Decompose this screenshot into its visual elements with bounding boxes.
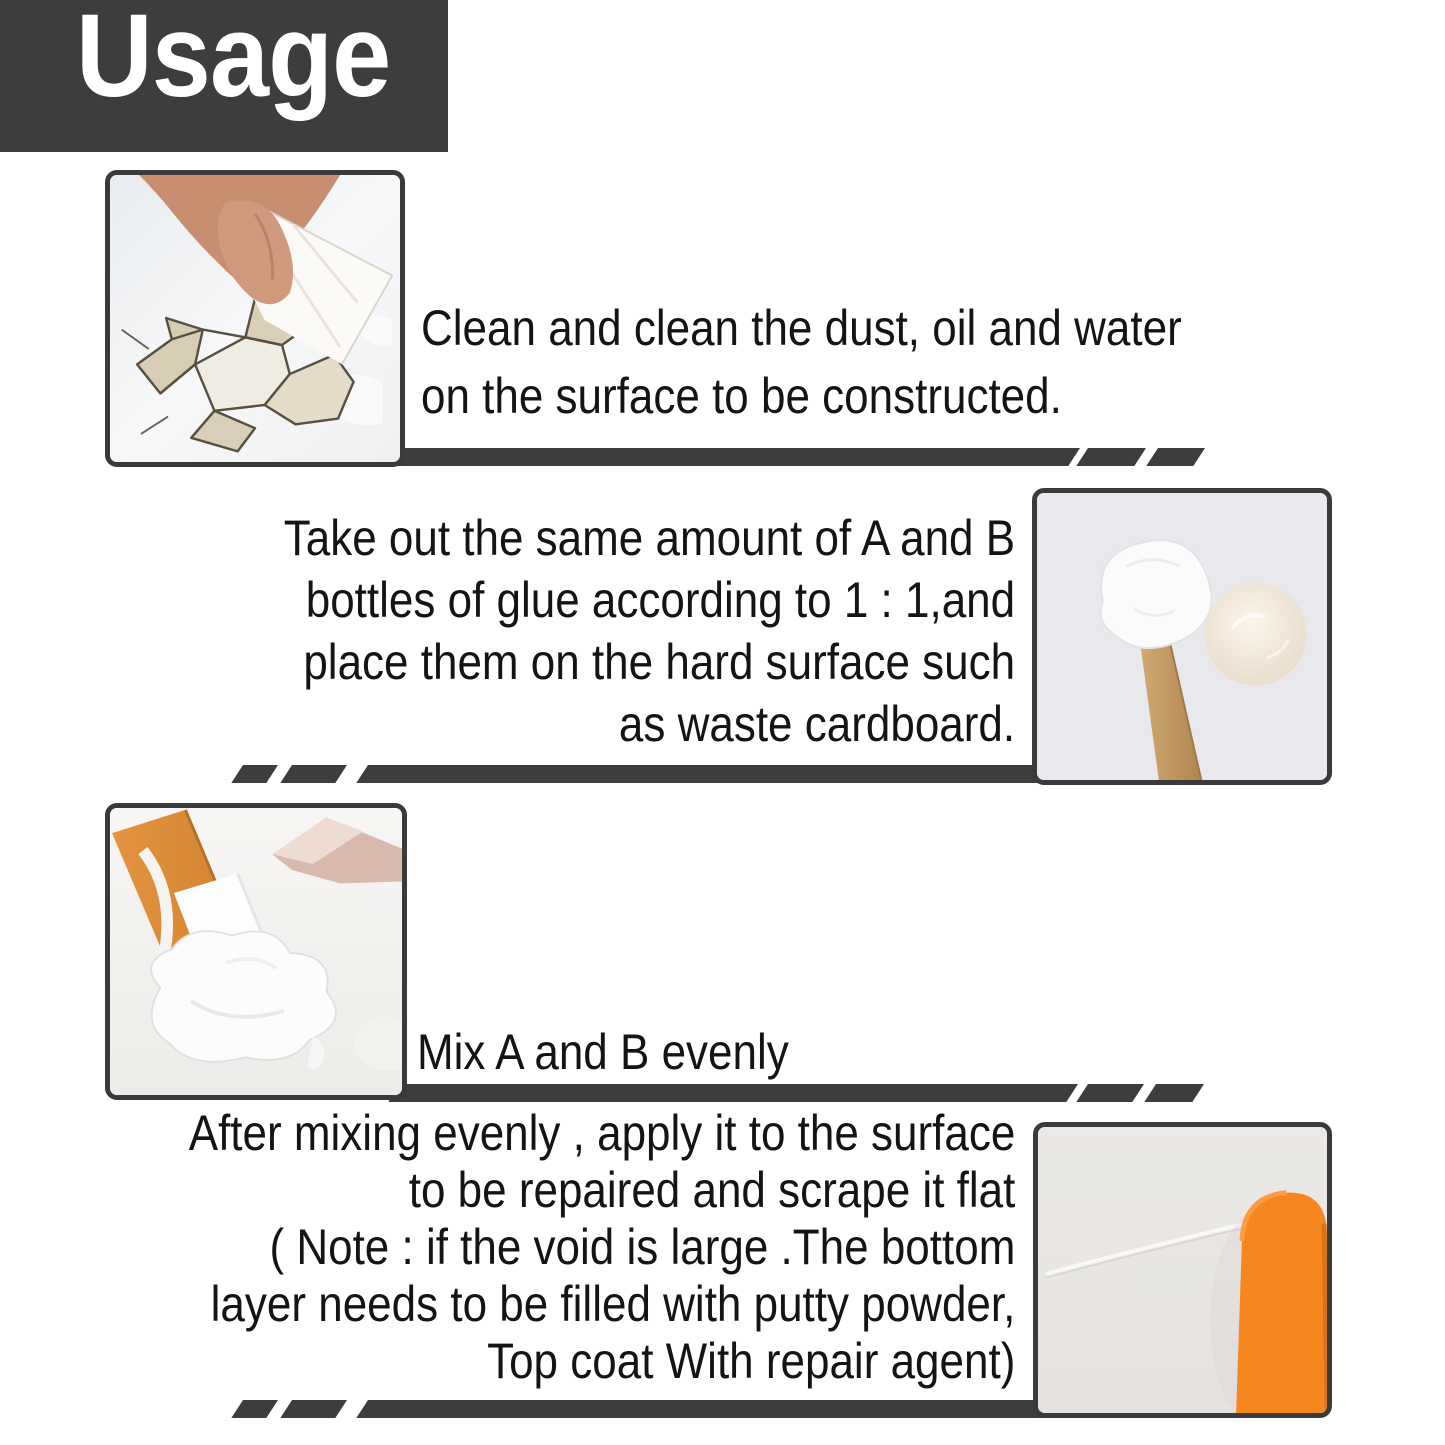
caption-line: Clean and clean the dust, oil and water: [421, 300, 1182, 356]
caption-line: ( Note : if the void is large .The bottom: [269, 1219, 1015, 1275]
divider-bar: [388, 1084, 1078, 1102]
divider-stripe: [231, 1400, 278, 1418]
divider-bar: [378, 448, 1080, 466]
caption-line: After mixing evenly , apply it to the surface: [188, 1105, 1015, 1161]
caption-line: Mix A and B evenly: [417, 1024, 789, 1080]
divider-stripe: [280, 1400, 347, 1418]
mixing-paste-illustration: [110, 808, 402, 1095]
caption-line: on the surface to be constructed.: [421, 368, 1062, 424]
caption-line: Take out the same amount of A and B: [283, 510, 1015, 566]
header-banner: [0, 0, 448, 152]
orange-scraper-illustration: [1038, 1127, 1327, 1413]
divider-stripe: [1076, 448, 1146, 466]
caption-line: as waste cardboard.: [618, 696, 1015, 752]
glue-dollops-illustration: [1037, 493, 1327, 780]
step2-photo: [1032, 488, 1332, 785]
step3-photo: [105, 803, 407, 1100]
step4-photo: [1033, 1122, 1332, 1418]
step4-caption: [188, 1105, 1015, 1390]
caption-line: place them on the hard surface such: [303, 634, 1015, 690]
caption-line: Top coat With repair agent): [486, 1333, 1015, 1389]
divider-stripe: [1076, 1084, 1144, 1102]
divider-stripe: [231, 765, 278, 783]
step1-caption: [421, 294, 1182, 430]
page-title: Usage: [76, 0, 391, 122]
hand-wiping-broken-ceramic-illustration: [110, 175, 400, 462]
divider-stripe: [1144, 1084, 1204, 1102]
caption-line: to be repaired and scrape it flat: [408, 1162, 1015, 1218]
divider-stripe: [1146, 448, 1205, 466]
step2-caption: [284, 507, 1015, 755]
divider-stripe: [280, 765, 347, 783]
step1-photo: [105, 170, 405, 467]
step3-caption: [417, 1021, 789, 1083]
caption-line: layer needs to be filled with putty powder,: [210, 1276, 1016, 1332]
caption-line: bottles of glue according to 1 : 1,and: [305, 572, 1015, 628]
